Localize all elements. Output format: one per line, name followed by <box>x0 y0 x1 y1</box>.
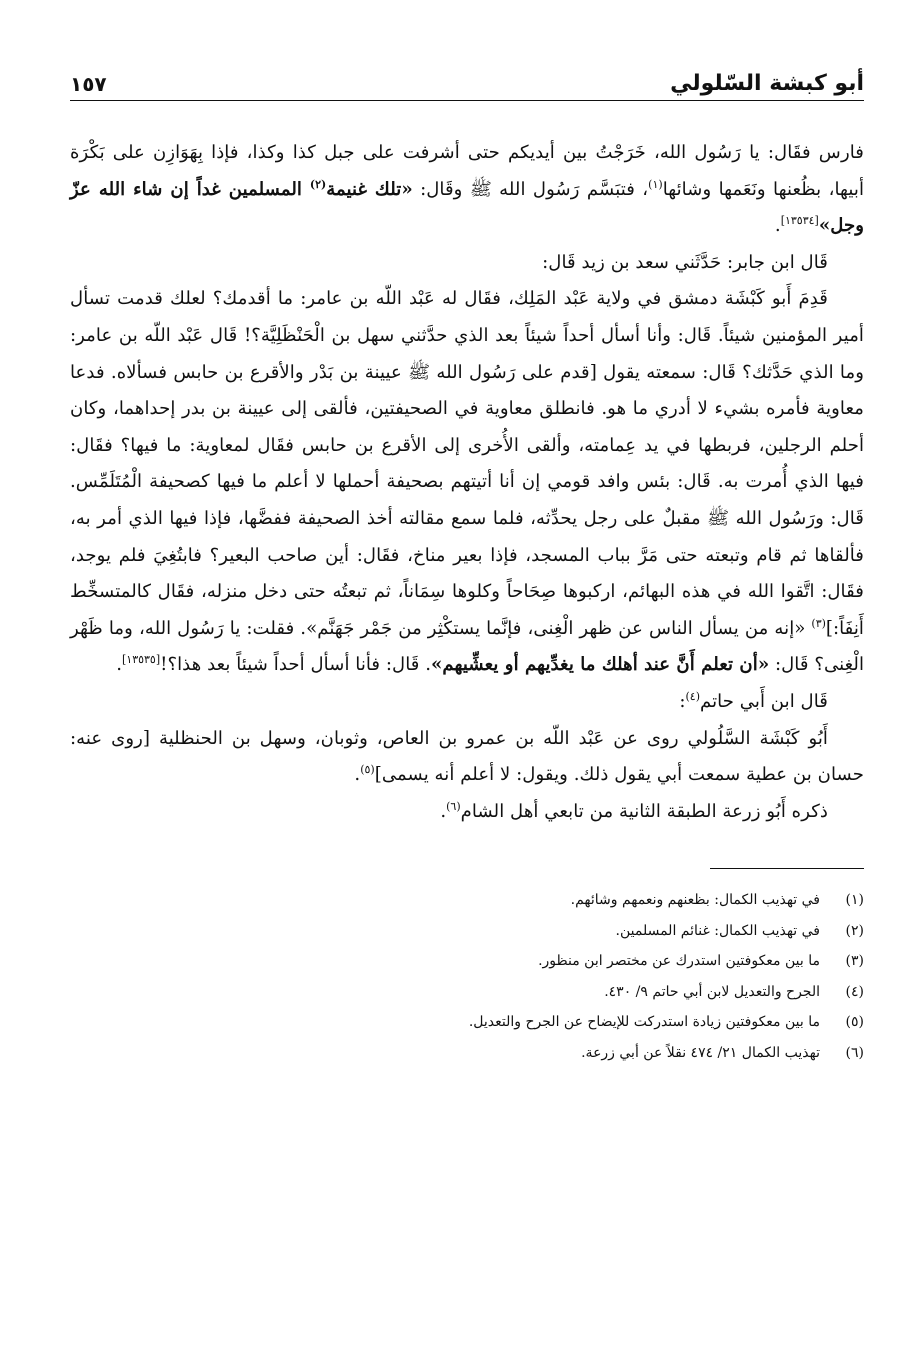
paragraph-6 <box>70 794 864 831</box>
footnote-marker-3: (٣) <box>811 616 826 630</box>
running-header <box>70 56 864 101</box>
text-run: . <box>440 800 447 822</box>
text-run: ذكره أَبُو زرعة الطبقة الثانية من تابعي أهل الشام <box>460 800 828 822</box>
page-number: ١٥٧ <box>70 72 107 96</box>
footnote-number: (٦) <box>845 1044 864 1061</box>
footnote-text: تهذيب الكمال ٢١/ ٤٧٤ نقلاً عن أبي زرعة. <box>581 1044 820 1061</box>
paragraph-2: قَال ابن جابر: حَدَّثَني سعد بن زيد قَال: <box>542 251 828 273</box>
footnote-marker-4: (٤) <box>685 689 701 703</box>
hadith-quote: «تلك غنيمة <box>326 178 413 200</box>
running-title: أبو كبشة السّلولي <box>670 71 864 96</box>
hadith-reference: [١٣٥٣٥] <box>122 653 161 667</box>
text-run: أَبُو كَبْشَة السَّلُولي روى عن عَبْد اللّه بن عمرو بن العاص، وثوبان، وسهل بن الحنظلية [روى عنه: حسان بن عطية سمعت أبي يقول ذلك. ويقول: لا أعلم أنه يسمى] <box>70 727 864 786</box>
text-run: ، فتبَسَّم رَسُول الله ﷺ وقَال: <box>412 178 649 200</box>
text-run: . <box>354 764 361 786</box>
hadith-quote-end: المسلمين غداً إن شاء الله عزّ وجل» <box>70 178 864 237</box>
paragraph-3 <box>70 281 864 684</box>
hadith-quote: «أن تعلم أَنَّ عند أهلك ما يغدِّيهم أو يعشِّيهم» <box>431 654 770 676</box>
footnote-marker-1: (١) <box>648 177 663 191</box>
footnote-marker-5: (٥) <box>360 763 375 777</box>
main-text <box>70 135 864 830</box>
footnote-2 <box>70 916 864 947</box>
text-run: . <box>774 215 781 237</box>
footnote-number: (٢) <box>845 922 864 939</box>
footnote-text: ما بين معكوفتين زيادة استدركت للإيضاح عن الجرح والتعديل. <box>468 1014 820 1031</box>
footnote-4 <box>70 977 864 1008</box>
footnote-1 <box>70 885 864 916</box>
book-page <box>70 56 864 1068</box>
footnote-6 <box>70 1038 864 1069</box>
text-run: «إنه من يسأل الناس عن ظهر الْغِنى، فإنَّما يستكْثِر من جَمْر جَهَنَّم». فقلت: يا رَسُول الله، وما ظَهْر الْغِنى؟ قَال: <box>70 617 864 676</box>
footnote-number: (٤) <box>845 983 864 1000</box>
footnote-text: في تهذيب الكمال: بظعنهم ونعمهم وشائهم. <box>570 892 820 909</box>
footnote-text: ما بين معكوفتين استدرك عن مختصر ابن منظور. <box>538 953 820 970</box>
footnote-number: (٥) <box>845 1014 864 1031</box>
footnote-marker-6: (٦) <box>446 799 461 813</box>
footnote-number: (٣) <box>845 953 864 970</box>
text-run: : <box>679 690 686 712</box>
footnote-marker-2: (٢) <box>309 177 327 191</box>
paragraph-4 <box>70 684 864 721</box>
hadith-reference: [١٣٥٣٤] <box>780 214 819 228</box>
footnote-3 <box>70 946 864 977</box>
footnote-separator <box>710 868 864 869</box>
text-run: . <box>116 654 122 676</box>
footnotes <box>70 885 864 1068</box>
footnote-5 <box>70 1007 864 1038</box>
paragraph-1 <box>70 135 864 245</box>
text-run: . قَال: فأنا أسأل أحداً شيئاً بعد هذا؟! <box>160 654 432 676</box>
text-run: قَدِمَ أَبو كَبْشَة دمشق في ولاية عَبْد المَلِك، فقَال له عَبْد اللّه بن عامر: ما أقدمك؟ لعلك قدمت تسأل أمير المؤمنين شيئاً. قَال: وأنا أسأل أحداً شيئاً بعد الذي حدَّثني سهل بن الْحَنْظَلِيَّة؟! قَال عَبْد اللّه بن عامر: وما الذي حَدَّثك؟ قَال: سمعته يقول [قدم على رَسُول الله ﷺ عيينة بن بَدْر والأقرع بن حابس فسألاه. فدعا معاوية فأمره بشيء لا أدري ما هو. فانطلق معاوية في الصحيفتين، فألقى إلى عيينة بن بدر إحداهما، وكان أحلم الرجلين، فربطها في يد عِمامته، وألقى الأُخرى إلى الأقرع بن حابس فقَال لمعاوية: ما فيها؟ فقَال: فيها الذي أُمرت به. قَال: بئس وافد قومي إن أنا أتيتهم بصحيفة أحملها لا أعلم ما فيها كصحيفة الْمُتَلَمِّس. قَال: ورَسُول الله ﷺ مقبلٌ على رجل يحدِّثه، فلما سمع مقالته أخذ الصحيفة ففضَّها، فإذا فيها الذي أمر به، فألقاها ثم قام وتبعته حتى مَرَّ بباب المسجد، فإذا بعير مناخ، فقَال: أين صاحب البعير؟ فابتُغِيَ فلم يوجد، فقَال: اتَّقوا الله في هذه البهائم، اركبوها صِحَاحاً وكلوها سِمَاناً، ثم تبعتُه حتى دخل منزله، فقَال كالمتسخِّط أَنِفَاً:] <box>70 288 864 639</box>
paragraph-5 <box>70 721 864 794</box>
footnote-number: (١) <box>845 892 864 909</box>
text-run: قَال ابن أَبي حاتم <box>700 690 828 712</box>
footnote-text: في تهذيب الكمال: غنائم المسلمين. <box>615 922 820 939</box>
text-run: فارس فقَال: يا رَسُول الله، خَرَجْتُ بين أيديكم حتى أشرفت على جبل كذا وكذا، فإذا بِهَوَازِن على بَكْرَة أبيها، بظُعنها ونَعَمها وشائها <box>70 142 864 200</box>
footnote-text: الجرح والتعديل لابن أبي حاتم ٩/ ٤٣٠. <box>604 983 820 1000</box>
